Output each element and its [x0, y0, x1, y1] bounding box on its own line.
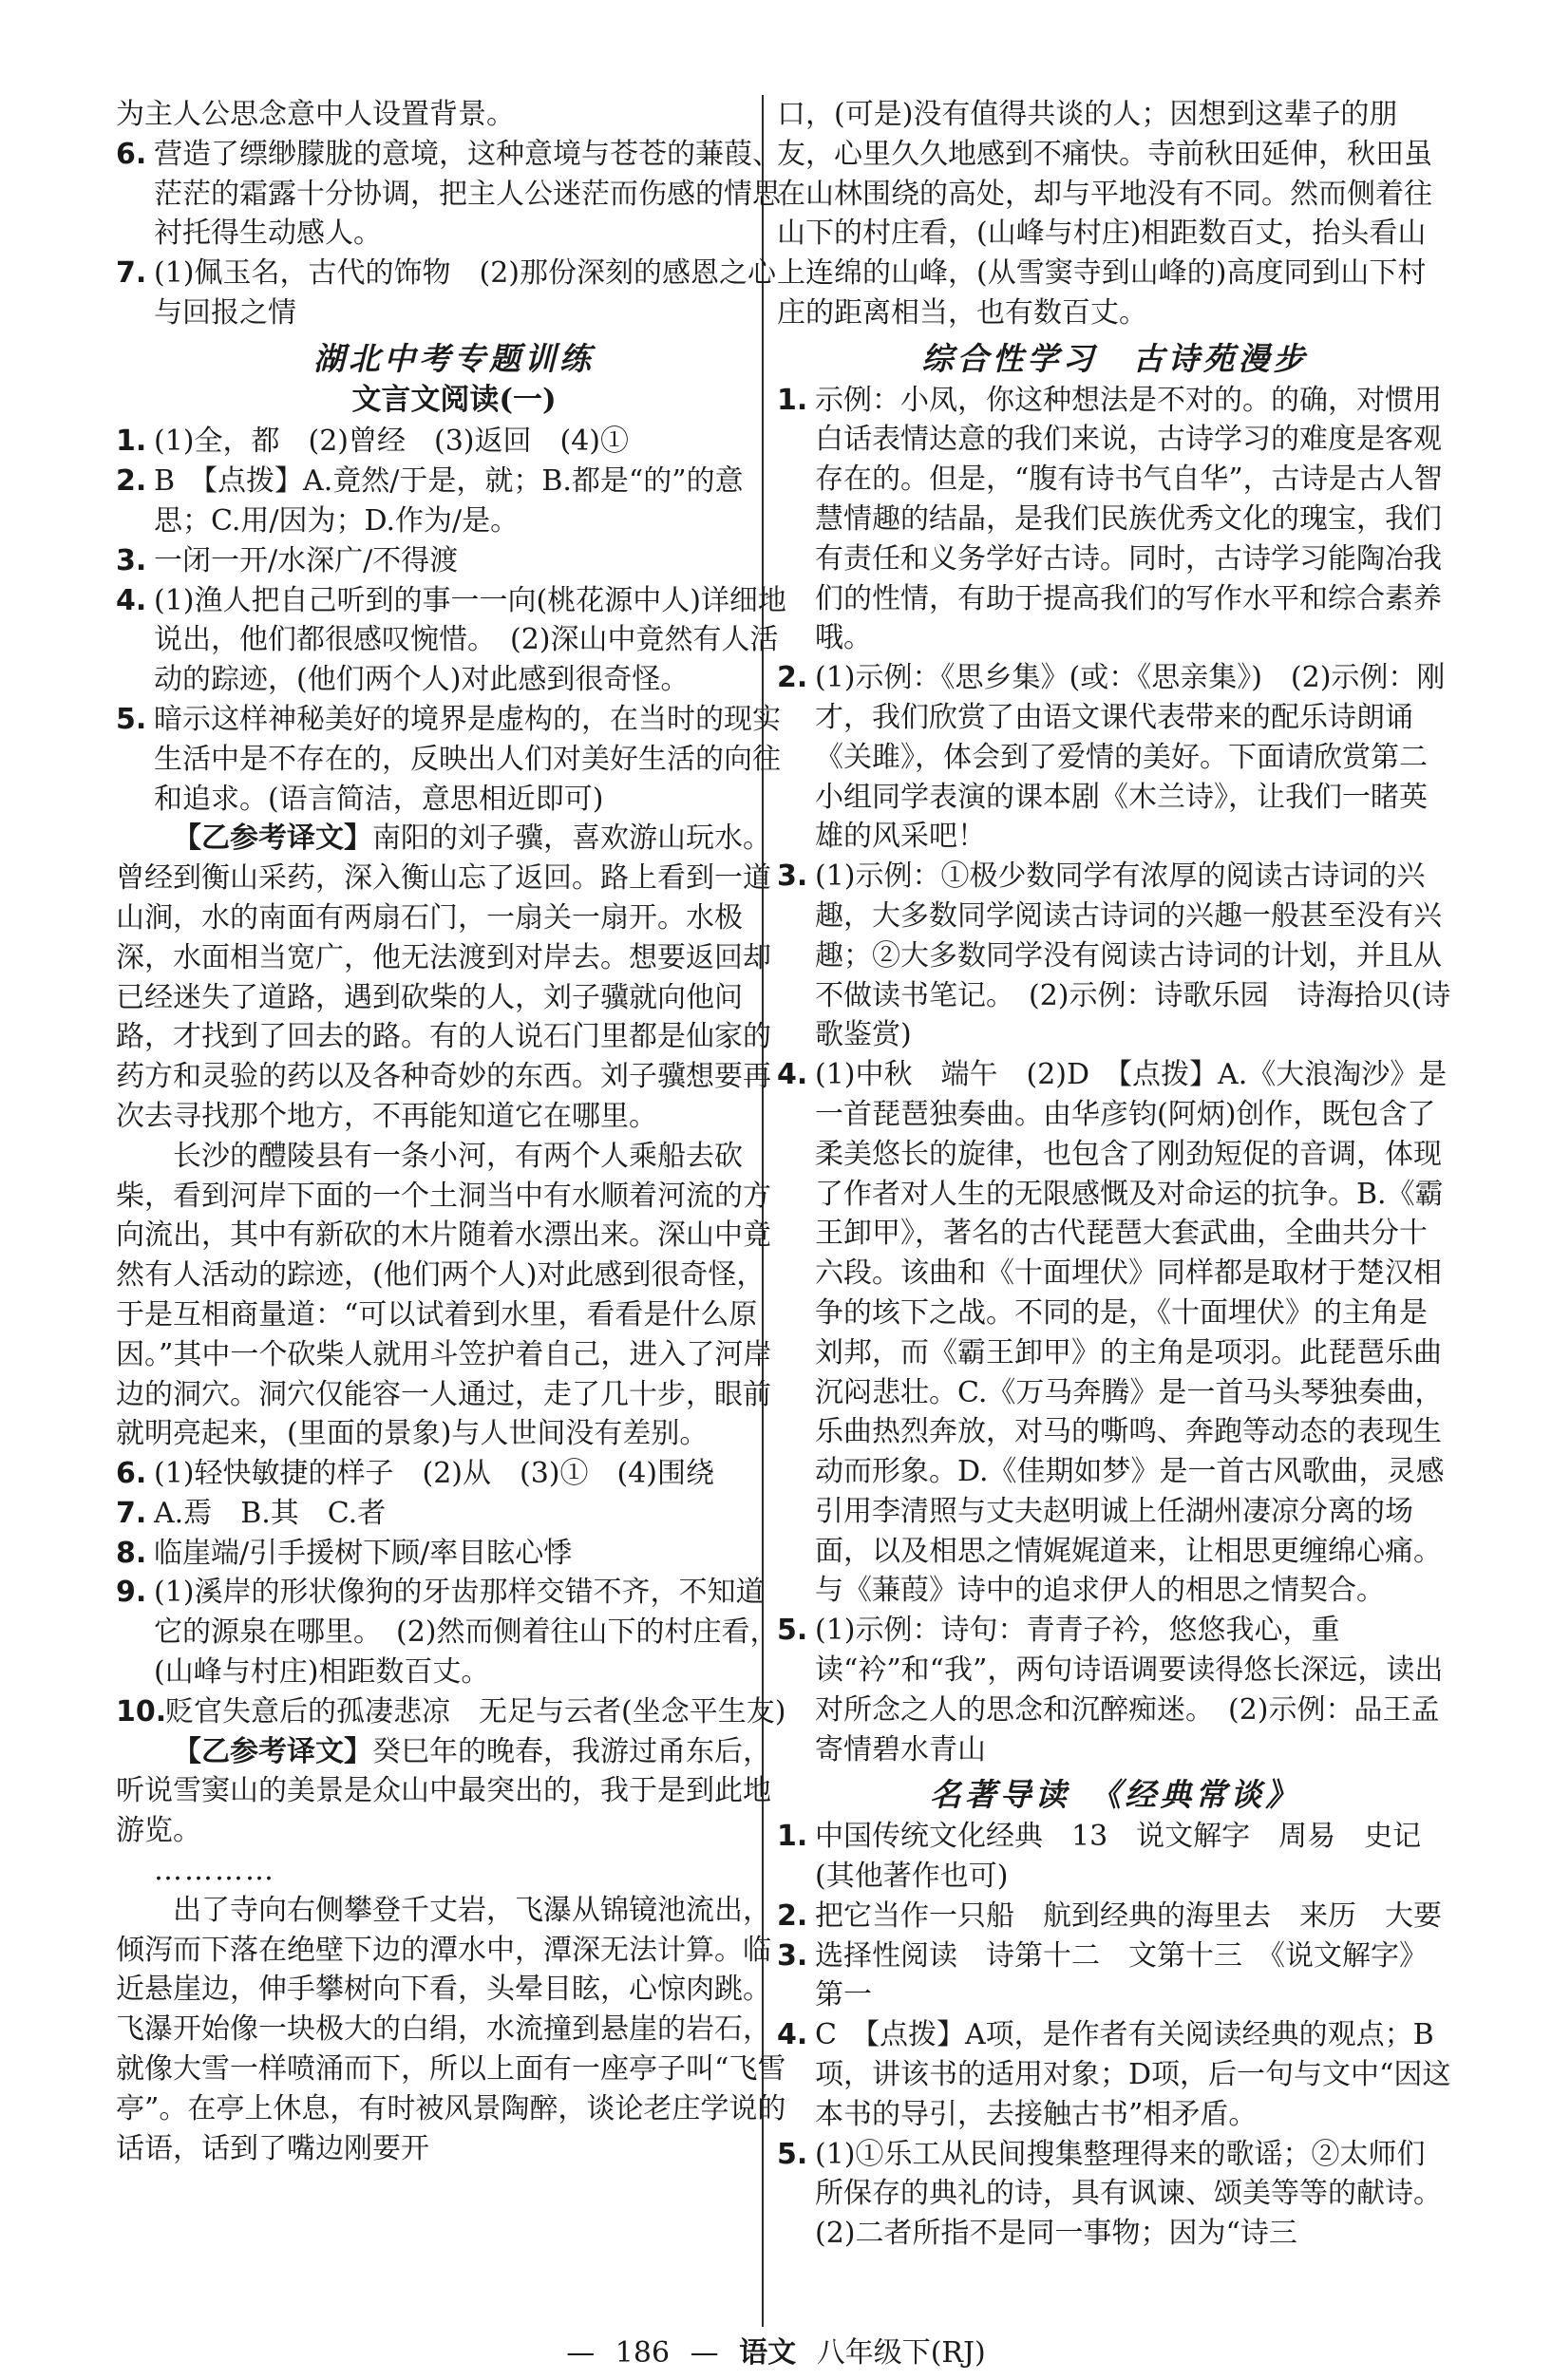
answer-item [116, 254, 792, 333]
translation-paragraph [116, 1732, 792, 1851]
translation-paragraph: 出了寺向右侧攀登千丈岩，飞瀑从锦镜池流出，倾泻而下落在绝壁下边的潭水中，潭深无法计算。临近悬崖边，伸手攀树向下看，头晕目眩，心惊肉跳。飞瀑开始像一块极大的白绢，水流撞到悬崖的岩石，就像大雪一样喷涌而下，所以上面有一座亭子叫“飞雪亭”。在亭上休息，有时被风景陶醉，谈论老庄学说的话语，话到了嘴边刚要开 [116, 1893, 786, 2165]
answer-number: 5. [116, 702, 147, 736]
answer-item [777, 857, 1453, 1055]
continued-line: 为主人公思念意中人设置背景。 [116, 98, 515, 131]
answer-text: C 【点拨】A项，是作者有关阅读经典的观点；B项，讲该书的适用对象；D项，后一句与文中“因这本书的导引，去接触古书”相矛盾。 [815, 2018, 1451, 2131]
answer-item [116, 1692, 792, 1732]
translation-paragraph: 长沙的醴陵县有一条小河，有两个人乘船去砍柴，看到河岸下面的一个土洞当中有水顺着河流的方向流出，其中有新砍的木片随着水漂出来。深山中竟然有人活动的踪迹，(他们两个人)对此感到很奇怪，于是互相商量道：“可以试着到水里，看看是什么原因。”其中一个砍柴人就用斗笠护着自己，进入了河岸边的洞穴。洞穴仅能容一人通过，走了几十步，眼前就明亮起来，(里面的景象)与人世间没有差别。 [116, 1139, 772, 1451]
answer-item [116, 581, 792, 700]
answer-number: 9. [116, 1576, 147, 1610]
answer-text: (1)示例：①极少数同学有浓厚的阅读古诗词的兴趣，大多数同学阅读古诗词的兴趣一般甚至没有兴趣；②大多数同学没有阅读古诗词的计划，并且从不做读书笔记。 (2)示例：诗歌乐园 诗海拾贝(诗歌鉴赏) [815, 859, 1451, 1052]
answer-text: 暗示这样神秘美好的境界是虚构的，在当时的现实生活中是不存在的，反映出人们对美好生活的向往和追求。(语言简洁，意思相近即可) [154, 702, 781, 816]
answer-item [116, 462, 792, 541]
answer-item [777, 658, 1453, 857]
answer-number: 4. [777, 2018, 808, 2052]
translation-text: 癸巳年的晚春，我游过甬东后，听说雪窦山的美景是众山中最突出的，我于是到此地游览。 [116, 1734, 771, 1848]
answer-number: 6. [116, 137, 147, 171]
answer-text: (1)佩玉名，古代的饰物 (2)那份深刻的感恩之心与回报之情 [154, 256, 776, 330]
answer-item [116, 700, 792, 819]
answer-text: 营造了缥缈朦胧的意境，这种意境与苍苍的蒹葭、茫茫的霜露十分协调，把主人公迷茫而伤感的情思衬托得生动感人。 [154, 137, 781, 251]
answer-item [777, 1817, 1453, 1897]
answer-item [116, 1454, 792, 1494]
footer-dash: — [690, 2336, 719, 2370]
answer-number: 7. [116, 256, 147, 291]
answer-number: 7. [116, 1496, 147, 1530]
footer-dash: — [566, 2336, 596, 2370]
page-footer [0, 2329, 1552, 2371]
translation-text: 南阳的刘子骥，喜欢游山玩水。曾经到衡山采药，深入衡山忘了返回。路上看到一道山涧，水的南面有两扇石门，一扇关一扇开。水极深，水面相当宽广，他无法渡到对岸去。想要返回却已经迷失了道路，遇到砍柴的人，刘子骥就向他问路，才找到了回去的路。有的人说石门里都是仙家的药方和灵验的药以及各种奇妙的东西。刘子骥想要再次去寻找那个地方，不再能知道它在哪里。 [116, 822, 771, 1133]
grade-label: 八年级下(RJ) [816, 2336, 986, 2370]
answer-number: 1. [777, 383, 808, 417]
answer-item [116, 1573, 792, 1691]
answer-number: 4. [777, 1058, 808, 1092]
answer-text: B 【点拨】A.竟然/于是，就；B.都是“的”的意思；C.用/因为；D.作为/是。 [154, 464, 744, 538]
answer-number: 5. [777, 1614, 808, 1648]
answer-text: 一闭一开/水深广/不得渡 [154, 543, 459, 577]
answer-item [116, 1534, 792, 1574]
answer-text: (1)①乐工从民间搜集整理得来的歌谣；②太师们所保存的典礼的诗，具有讽谏、颂美等等的献诗。 (2)二者所指不是同一事物；因为“诗三 [815, 2137, 1456, 2251]
answer-text: 选择性阅读 诗第十二 文第十三 《说文解字》第一 [815, 1938, 1428, 2012]
answer-item [777, 1055, 1453, 1611]
ellipsis: ………… [154, 1854, 275, 1888]
answer-text: (1)轻快敏捷的样子 (2)从 (3)① (4)围绕 [154, 1457, 714, 1491]
answer-item [777, 1936, 1453, 2016]
answer-number: 8. [116, 1536, 147, 1570]
answer-item [116, 1494, 792, 1534]
answer-text: (1)中秋 端午 (2)D 【点拨】A.《大浪淘沙》是一首琵琶独奏曲。由华彦钧(阿炳)创作，既包含了柔美悠长的旋律，也包含了刚劲短促的音调，体现了作者对人生的无限感慨及对命运的抗争。B.《霸王卸甲》，著名的古代琵琶大套武曲，全曲共分十六段。该曲和《十面埋伏》同样都是取材于楚汉相争的垓下之战。不同的是，《十面埋伏》的主角是刘邦，而《霸王卸甲》的主角是项羽。此琵琶乐曲沉闷悲壮。C.《万马奔腾》是一首马头琴独奏曲，乐曲热烈奔放，对马的嘶鸣、奔跑等动态的表现生动而形象。D.《佳期如梦》是一首古风歌曲，灵感引用李清照与丈夫赵明诚上任湖州凄凉分离的场面，以及相思之情娓娓道来，让相思更缠绵心痛。与《蒹葭》诗中的追求伊人的相思之情契合。 [815, 1058, 1448, 1608]
answer-number: 10. [116, 1694, 167, 1728]
answer-number: 6. [116, 1457, 147, 1491]
answer-item [777, 2015, 1453, 2134]
answer-text: (1)全，都 (2)曾经 (3)返回 (4)① [154, 425, 629, 459]
answer-number: 2. [777, 1898, 808, 1933]
translation-label: 【乙参考译文】 [173, 822, 372, 856]
answer-number: 5. [777, 2137, 808, 2171]
continued-paragraph: 口，(可是)没有值得共谈的人；因想到这辈子的朋友，心里久久地感到不痛快。寺前秋田延伸，秋田虽在山林围绕的高处，却与平地没有不同。然而侧着往山下的村庄看，(山峰与村庄)相距数百丈，抬头看山上连绵的山峰，(从雪窦寺到山峰的)高度同到山下村庄的距离相当，也有数百丈。 [777, 98, 1432, 330]
answer-text: 示例：小凤，你这种想法是不对的。的确，对惯用白话表情达意的我们来说，古诗学习的难度是客观存在的。但是，“腹有诗书气自华”，古诗是古人智慧情趣的结晶，是我们民族优秀文化的瑰宝，我们有责任和义务学好古诗。同时，古诗学习能陶冶我们的性情，有助于提高我们的写作水平和综合素养哦。 [815, 383, 1443, 655]
answer-item [116, 135, 792, 254]
page-number: 186 [615, 2336, 671, 2370]
answer-item [777, 1611, 1453, 1769]
answer-number: 1. [777, 1820, 808, 1854]
answer-text: A.焉 B.其 C.者 [154, 1496, 387, 1530]
answer-item [777, 2135, 1456, 2254]
translation-label: 【乙参考译文】 [173, 1734, 372, 1768]
answer-text: 贬官失意后的孤凄悲凉 无足与云者(坐念平生友) [165, 1694, 786, 1728]
answer-item [116, 422, 792, 462]
right-column [777, 95, 1456, 2254]
answer-text: (1)示例：《思乡集》(或：《思亲集》) (2)示例：刚才，我们欣赏了由语文课代表带来的配乐诗朗诵《关雎》，体会到了爱情的美好。下面请欣赏第二小组同学表演的课本剧《木兰诗》，让我们一睹英雄的风采吧！ [815, 661, 1446, 854]
left-column [116, 95, 792, 2168]
translation-paragraph [116, 819, 792, 1136]
answer-text: 把它当作一只船 航到经典的海里去 来历 大要 [815, 1898, 1442, 1933]
section-title: 名著导读 《经典常谈》 [929, 1776, 1301, 1814]
answer-number: 4. [116, 583, 147, 617]
answer-number: 1. [116, 425, 147, 459]
section-title: 综合性学习 古诗苑漫步 [921, 339, 1309, 377]
section-title: 湖北中考专题训练 [313, 339, 595, 377]
sub-title: 文言文阅读(一) [351, 382, 557, 417]
answer-number: 3. [116, 543, 147, 577]
answer-text: (1)示例：诗句：青青子衿，悠悠我心，重读“衿”和“我”，两句诗语调要读得悠长深远，读出对所念之人的思念和沉醉痴迷。 (2)示例：品王孟寄情碧水青山 [815, 1614, 1444, 1766]
answer-number: 2. [777, 661, 808, 695]
answer-item [116, 541, 792, 581]
answer-item [777, 381, 1453, 659]
answer-text: 中国传统文化经典 13 说文解字 周易 史记(其他著作也可) [815, 1820, 1422, 1894]
subject-label: 语文 [739, 2336, 797, 2370]
answer-text: 临崖端/引手援树下顾/率目眩心悸 [154, 1536, 573, 1570]
answer-number: 3. [777, 859, 808, 894]
answer-text: (1)渔人把自己听到的事一一向(桃花源中人)详细地说出，他们都很感叹惋惜。 (2)深山中竟然有人活动的踪迹，(他们两个人)对此感到很奇怪。 [154, 583, 786, 697]
answer-number: 3. [777, 1938, 808, 1973]
answer-number: 2. [116, 464, 147, 499]
answer-item [777, 1897, 1453, 1936]
answer-text: (1)溪岸的形状像狗的牙齿那样交错不齐，不知道它的源泉在哪里。 (2)然而侧着往山下的村庄看，(山峰与村庄)相距数百丈。 [154, 1576, 779, 1690]
